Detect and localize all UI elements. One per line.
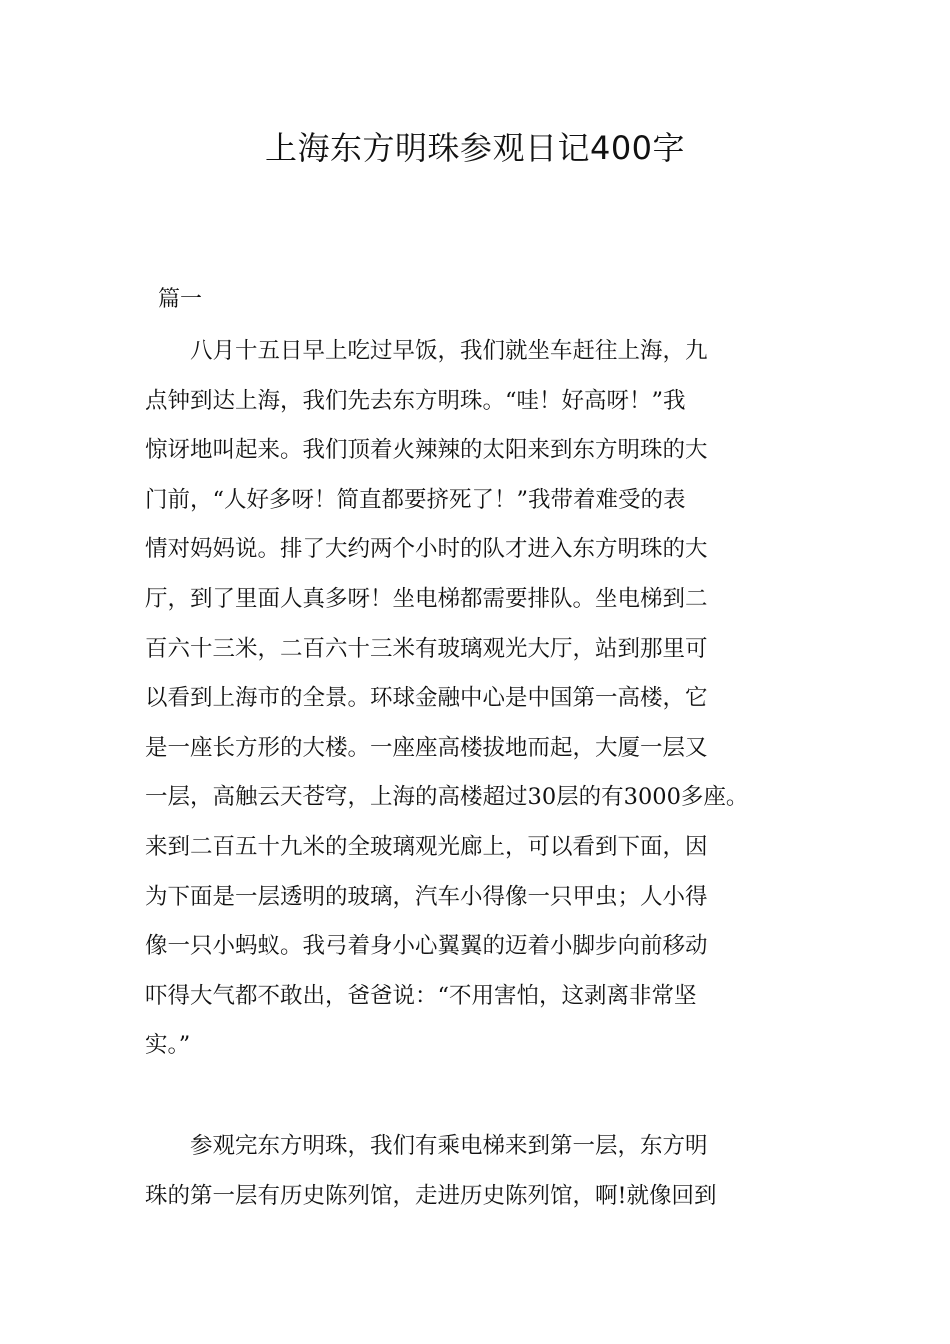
- paragraph-line: 是一座长方形的大楼。一座座高楼拔地而起，大厦一层又: [145, 734, 708, 761]
- paragraph-line: 像一只小蚂蚁。我弓着身小心翼翼的迈着小脚步向前移动: [145, 933, 708, 960]
- document-title: 上海东方明珠参观日记400字: [264, 129, 686, 167]
- paragraph-line: 一层，高触云天苍穹，上海的高楼超过30层的有3000多座。: [145, 784, 749, 811]
- paragraph-line: 百六十三米，二百六十三米有玻璃观光大厅，站到那里可: [145, 635, 708, 662]
- section-label: 篇一: [158, 287, 203, 312]
- paragraph-line: 惊讶地叫起来。我们顶着火辣辣的太阳来到东方明珠的大: [145, 437, 708, 464]
- paragraph-2: [145, 1122, 825, 1221]
- paragraph-line: 吓得大气都不敢出，爸爸说：“不用害怕，这剥离非常坚: [145, 982, 697, 1009]
- paragraph-line: 为下面是一层透明的玻璃，汽车小得像一只甲虫；人小得: [145, 883, 708, 910]
- paragraph-1: [145, 327, 825, 1071]
- paragraph-line: 点钟到达上海，我们先去东方明珠。“哇！好高呀！”我: [145, 387, 686, 414]
- paragraph-line: 八月十五日早上吃过早饭，我们就坐车赶往上海，九: [145, 338, 708, 364]
- paragraph-line: 珠的第一层有历史陈列馆，走进历史陈列馆，啊!就像回到: [145, 1182, 717, 1209]
- paragraph-line: 情对妈妈说。排了大约两个小时的队才进入东方明珠的大: [145, 536, 708, 563]
- paragraph-line: 门前，“人好多呀！简直都要挤死了！”我带着难受的表: [145, 486, 686, 513]
- paragraph-line: 参观完东方明珠，我们有乘电梯来到第一层，东方明: [145, 1133, 708, 1159]
- paragraph-line: 实。”: [145, 1032, 191, 1059]
- paragraph-line: 来到二百五十九米的全玻璃观光廊上，可以看到下面，因: [145, 833, 708, 860]
- paragraph-line: 厅，到了里面人真多呀！坐电梯都需要排队。坐电梯到二: [145, 585, 708, 612]
- paragraph-line: 以看到上海市的全景。环球金融中心是中国第一高楼，它: [145, 685, 708, 712]
